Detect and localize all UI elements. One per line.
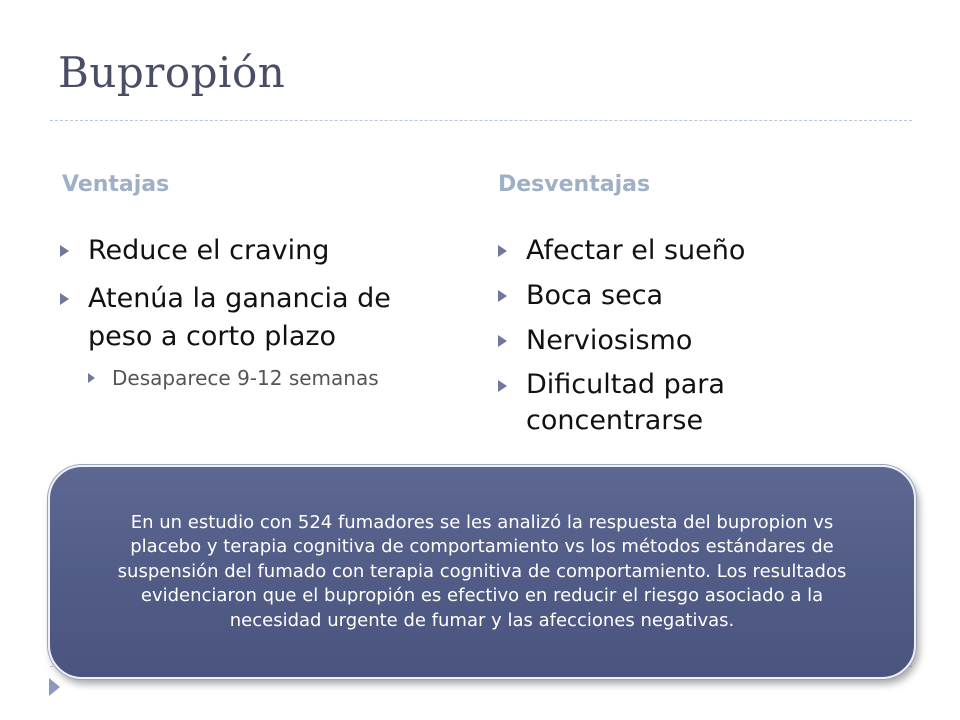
bullet-arrow-icon [88, 373, 95, 383]
list-item: Dificultad para concentrarse [498, 367, 826, 439]
list-item: Nerviosismo [498, 322, 898, 360]
ventajas-list [60, 232, 460, 402]
corner-arrow-icon [49, 678, 60, 696]
callout-text: En un estudio con 524 fumadores se les analizó la respuesta del bupropion vs placebo y terapia cognitiva de comportamiento vs los métodos estándares de suspensión del fumado con terapia cognitiva de comportamiento. Los resultados evidenciaron que el bupropión es efectivo en reducir el riesgo asociado a la necesidad urgente de fumar y las afecciones negativas. [117, 511, 847, 631]
study-callout-box [48, 465, 916, 679]
slide-title: Bupropión [58, 48, 286, 97]
bullet-arrow-icon [498, 380, 507, 392]
title-divider [50, 120, 912, 121]
list-item: Reduce el craving [60, 232, 460, 270]
list-subitem: Desaparece 9-12 semanas [60, 364, 460, 392]
bullet-arrow-icon [60, 293, 69, 305]
bullet-arrow-icon [60, 245, 69, 257]
bullet-arrow-icon [498, 335, 507, 347]
ventajas-heading: Ventajas [62, 172, 170, 197]
bullet-arrow-icon [498, 290, 507, 302]
list-item: Boca seca [498, 277, 898, 315]
list-item: Atenúa la ganancia de peso a corto plazo [60, 280, 460, 356]
desventajas-list [498, 232, 898, 449]
list-item: Afectar el sueño [498, 232, 898, 270]
bullet-arrow-icon [498, 245, 507, 257]
desventajas-heading: Desventajas [498, 172, 651, 197]
